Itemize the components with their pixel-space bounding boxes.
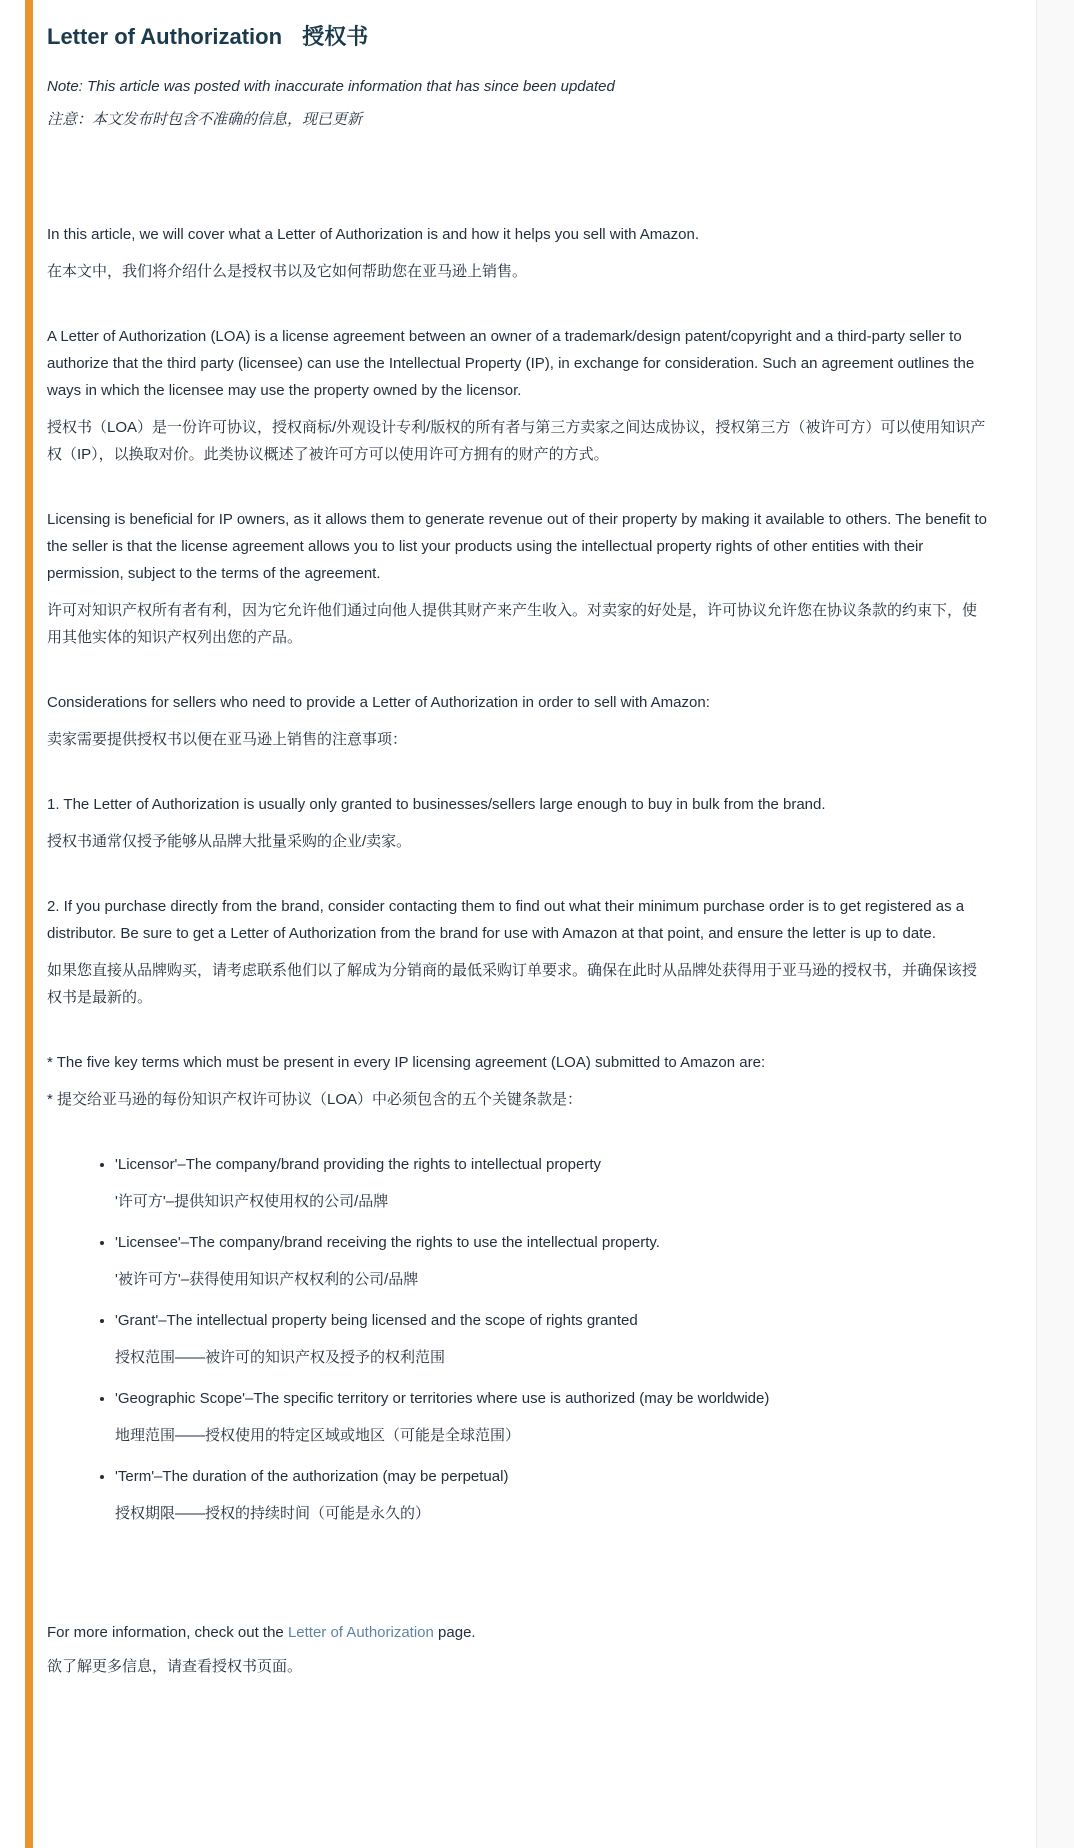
- list-item-zh: '许可方'–提供知识产权使用权的公司/品牌: [115, 1193, 389, 1210]
- paragraph-zh: 许可对知识产权所有者有利，因为它允许他们通过向他人提供其财产来产生收入。对卖家的好处是，许可协议允许您在协议条款的约束下，使用其他实体的知识产权列出您的产品。: [47, 602, 978, 646]
- paragraph-zh: 授权书（LOA）是一份许可协议，授权商标/外观设计专利/版权的所有者与第三方卖家之间达成协议，授权第三方（被许可方）可以使用知识产权（IP），以换取对价。此类协议概述了被许可方可以使用许可方拥有的财产的方式。: [47, 419, 986, 463]
- intro-paragraph-zh: 在本文中，我们将介绍什么是授权书以及它如何帮助您在亚马逊上销售。: [47, 263, 528, 280]
- list-item-en: • 'Grant'–The intellectual property being licensed and the scope of rights granted: [115, 1312, 638, 1329]
- more-info-line-en: [47, 1619, 990, 1646]
- update-note-en: Note: This article was posted with inaccurate information that has since been updated: [47, 78, 615, 95]
- paragraph-en: 1. The Letter of Authorization is usually only granted to businesses/sellers large enough to buy in bulk from the brand.: [47, 796, 826, 813]
- paragraph-zh: 授权书通常仅授予能够从品牌大批量采购的企业/卖家。: [47, 833, 412, 850]
- list-item-zh: 授权期限——授权的持续时间（可能是永久的）: [115, 1505, 431, 1522]
- accent-left-bar: [25, 0, 33, 1848]
- list-item-licensor: [115, 1151, 990, 1215]
- letter-of-authorization-link[interactable]: Letter of Authorization: [287, 1624, 434, 1641]
- list-item-grant: [115, 1307, 990, 1371]
- key-terms-list: [47, 1151, 990, 1527]
- page-right-gutter: [1036, 0, 1074, 1848]
- list-item-en: • 'Licensee'–The company/brand receiving the rights to use the intellectual property.: [115, 1234, 660, 1251]
- update-notes: [47, 74, 990, 133]
- paragraph-zh: 如果您直接从品牌购买，请考虑联系他们以了解成为分销商的最低采购订单要求。确保在此时从品牌处获得用于亚马逊的授权书，并确保该授权书是最新的。: [47, 962, 978, 1006]
- list-item-licensee: [115, 1229, 990, 1293]
- more-info-prefix: For more information, check out the: [47, 1624, 288, 1641]
- more-info-suffix: page.: [433, 1624, 476, 1641]
- list-item-zh: 授权范围——被许可的知识产权及授予的权利范围: [115, 1349, 446, 1366]
- list-item-en: • 'Licensor'–The company/brand providing the rights to intellectual property: [115, 1156, 601, 1173]
- update-note-zh: 注意：本文发布时包含不准确的信息，现已更新: [47, 111, 363, 128]
- section-five-key-terms-heading: [47, 1049, 990, 1113]
- paragraph-en: Considerations for sellers who need to provide a Letter of Authorization in order to sell with Amazon:: [47, 694, 710, 711]
- paragraph-en: 2. If you purchase directly from the brand, consider contacting them to find out what their minimum purchase order is to get registered as a distributor. Be sure to get a Letter of Authorization from the brand for use with Amazon at that point, and ensure the letter is up to date.: [47, 898, 965, 942]
- paragraph-en: * The five key terms which must be present in every IP licensing agreement (LOA) submitted to Amazon are:: [47, 1054, 766, 1071]
- section-loa-definition: [47, 323, 990, 468]
- article-title-en: Letter of Authorization: [47, 24, 283, 49]
- more-info-footer: [47, 1619, 990, 1680]
- paragraph-en: Licensing is beneficial for IP owners, as it allows them to generate revenue out of their property by making it available to others. The benefit to the seller is that the license agreement allows you to list your products using the intellectual property rights of other entities with their permission, subject to the terms of the agreement.: [47, 511, 987, 582]
- list-item-zh: '被许可方'–获得使用知识产权权利的公司/品牌: [115, 1271, 419, 1288]
- intro-paragraph: [47, 221, 990, 285]
- list-item-geographic-scope: [115, 1385, 990, 1449]
- section-considerations-heading: [47, 689, 990, 753]
- list-item-term: [115, 1463, 990, 1527]
- list-item-zh: 地理范围——授权使用的特定区域或地区（可能是全球范围）: [115, 1427, 521, 1444]
- paragraph-zh: 卖家需要提供授权书以便在亚马逊上销售的注意事项：: [47, 731, 408, 748]
- article-title-zh: 授权书: [302, 24, 369, 49]
- section-licensing-benefits: [47, 506, 990, 651]
- list-item-en: • 'Geographic Scope'–The specific territory or territories where use is authorized (may be worldwide): [115, 1390, 770, 1407]
- intro-paragraph-en: In this article, we will cover what a Letter of Authorization is and how it helps you sell with Amazon.: [47, 226, 699, 243]
- article-title: [47, 22, 990, 52]
- section-consideration-1: [47, 791, 990, 855]
- paragraph-zh: * 提交给亚马逊的每份知识产权许可协议（LOA）中必须包含的五个关键条款是：: [47, 1091, 583, 1108]
- list-item-en: • 'Term'–The duration of the authorization (may be perpetual): [115, 1468, 509, 1485]
- section-consideration-2: [47, 893, 990, 1011]
- paragraph-en: A Letter of Authorization (LOA) is a license agreement between an owner of a trademark/design patent/copyright and a third-party seller to authorize that the third party (licensee) can use the Intellectual Property (IP), in exchange for consideration. Such an agreement outlines the ways in which the licensee may use the property owned by the licensor.: [47, 328, 975, 399]
- more-info-line-zh: 欲了解更多信息，请查看授权书页面。: [47, 1658, 303, 1675]
